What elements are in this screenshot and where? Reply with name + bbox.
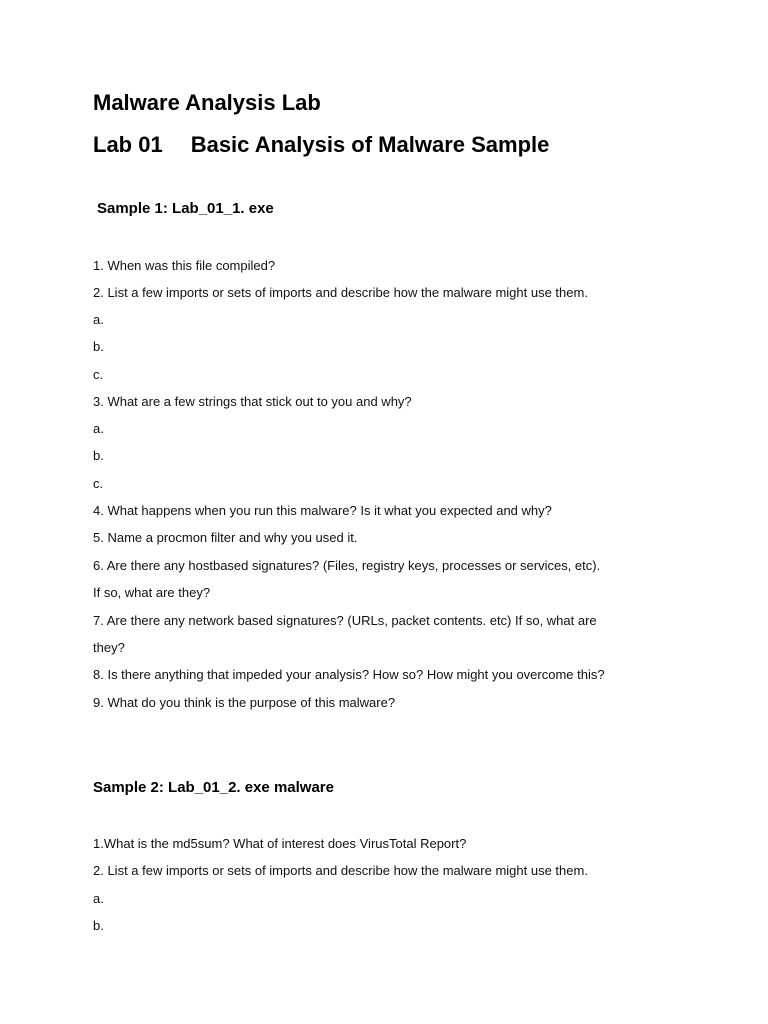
answer-line: a.	[93, 312, 104, 327]
sample1-heading: Sample 1: Lab_01_1. exe	[97, 200, 274, 217]
sample2-heading: Sample 2: Lab_01_2. exe malware	[93, 779, 334, 796]
question-line: they?	[93, 640, 125, 655]
answer-line: b.	[93, 918, 104, 933]
question-line: 5. Name a procmon filter and why you used it.	[93, 530, 358, 545]
answer-line: a.	[93, 421, 104, 436]
question-line: 9. What do you think is the purpose of this malware?	[93, 695, 396, 710]
document-title: Malware Analysis Lab	[93, 90, 321, 115]
question-line: 4. What happens when you run this malware? Is it what you expected and why?	[93, 503, 552, 518]
lab-number: Lab 01	[93, 132, 163, 157]
question-line: 2. List a few imports or sets of imports and describe how the malware might use them.	[93, 863, 588, 878]
question-line: 6. Are there any hostbased signatures? (Files, registry keys, processes or services, etc).	[93, 558, 601, 573]
lab-title: Basic Analysis of Malware Sample	[190, 132, 550, 157]
answer-line: b.	[93, 448, 104, 463]
question-line: If so, what are they?	[93, 585, 211, 600]
question-line: 1.What is the md5sum? What of interest does VirusTotal Report?	[93, 836, 467, 851]
question-line: 1. When was this file compiled?	[93, 258, 276, 273]
answer-line: c.	[93, 476, 104, 491]
question-line: 8. Is there anything that impeded your analysis? How so? How might you overcome this?	[93, 667, 605, 682]
answer-line: a.	[93, 891, 104, 906]
question-line: 3. What are a few strings that stick out to you and why?	[93, 394, 412, 409]
lab-heading	[93, 132, 549, 158]
question-line: 2. List a few imports or sets of imports and describe how the malware might use them.	[93, 285, 588, 300]
answer-line: b.	[93, 339, 104, 354]
answer-line: c.	[93, 367, 104, 382]
question-line: 7. Are there any network based signatures? (URLs, packet contents. etc) If so, what are	[93, 613, 597, 628]
